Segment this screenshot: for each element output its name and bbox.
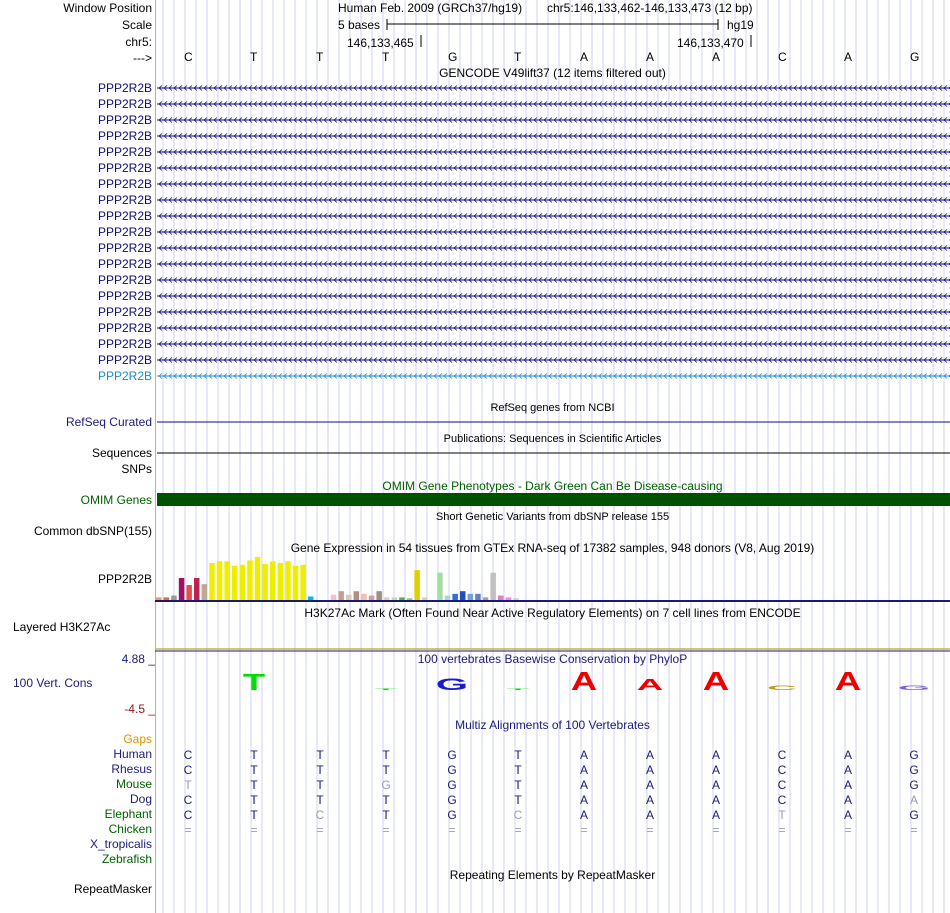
alignment-base: G [447,808,457,822]
alignment-base: A [909,793,919,807]
base-letter: A [844,50,853,64]
alignment-base: A [579,808,589,822]
gencode-gene-label[interactable]: PPP2R2B [97,305,152,319]
phylop-max-label: 4.88 _ [121,652,155,666]
publications-title[interactable]: Publications: Sequences in Scientific Articles [443,433,662,445]
alignment-base: G [447,778,457,792]
gencode-gene-label[interactable]: PPP2R2B [97,113,152,127]
gtex-tissue-bar[interactable] [475,594,481,600]
alignment-base: = [844,823,852,837]
gtex-tissue-bar[interactable] [331,595,337,600]
omim-title[interactable]: OMIM Gene Phenotypes - Dark Green Can Be Disease-causing [382,479,723,493]
gtex-tissue-bar[interactable] [293,566,299,600]
alignment-base: T [250,808,258,822]
gtex-tissue-bar[interactable] [209,563,215,600]
alignment-base: C [183,763,193,777]
common-dbsnp-label[interactable]: Common dbSNP(155) [33,524,152,538]
assembly-text: Human Feb. 2009 (GRCh37/hg19) [338,1,523,15]
gtex-tissue-bar[interactable] [506,597,512,600]
gtex-tissue-bar[interactable] [240,565,246,600]
phylop-base-glyph: A [570,666,598,696]
alignment-base: T [778,808,786,822]
alignment-base: T [382,808,390,822]
gtex-tissue-bar[interactable] [376,591,382,600]
phylop-min-label: -4.5 _ [124,702,155,716]
alignment-base: = [712,823,720,837]
gencode-gene-label[interactable]: PPP2R2B [97,289,152,303]
gtex-tissue-bar[interactable] [186,585,192,600]
alignment-base: T [316,793,324,807]
alignment-base: C [183,748,193,762]
alignment-base: = [316,823,324,837]
gtex-tissue-bar[interactable] [483,597,489,600]
gencode-title[interactable]: GENCODE V49lift37 (12 items filtered out) [439,66,666,80]
alignment-base: C [777,763,787,777]
gtex-tissue-bar[interactable] [392,597,398,600]
gencode-gene-label[interactable]: PPP2R2B [97,209,152,223]
alignment-base: T [382,748,390,762]
alignment-base: G [447,748,457,762]
alignment-base: T [316,748,324,762]
gtex-tissue-bar[interactable] [247,560,253,600]
alignment-base: T [514,778,522,792]
base-letter: A [580,50,589,64]
gtex-tissue-bar[interactable] [270,561,276,600]
alignment-base: T [514,763,522,777]
gtex-tissue-bar[interactable] [194,578,200,600]
position-tick-2: 146,133,470 [677,36,744,50]
position-text: chr5:146,133,462-146,133,473 (12 bp) [547,1,753,15]
gencode-gene-label[interactable]: PPP2R2B [97,225,152,239]
gencode-gene-label[interactable]: PPP2R2B [97,369,152,383]
gtex-tissue-bar[interactable] [490,573,496,600]
alignment-base: G [447,763,457,777]
species-label-elephant[interactable]: Elephant [104,807,152,821]
gtex-tissue-bar[interactable] [156,597,162,600]
alignment-base: C [777,778,787,792]
gtex-tissue-bar[interactable] [452,594,458,600]
alignment-base: T [250,778,258,792]
sequences-label[interactable]: Sequences [91,446,152,460]
gaps-label: Gaps [123,732,152,746]
species-label-x_tropicalis[interactable]: X_tropicalis [89,837,152,851]
layered-h3k27ac-label[interactable]: Layered H3K27Ac [13,620,111,634]
db-text: hg19 [727,18,754,32]
alignment-base: A [843,778,853,792]
alignment-base: G [381,778,391,792]
alignment-base: = [382,823,390,837]
gtex-tissue-bar[interactable] [361,594,367,600]
browser-image[interactable] [155,0,950,913]
omim-bar[interactable] [157,493,950,506]
species-label-rhesus[interactable]: Rhesus [111,762,152,776]
alignment-base: = [778,823,786,837]
phylop-base-glyph: T [506,688,530,691]
alignment-base: = [514,823,522,837]
gtex-tissue-bar[interactable] [407,598,413,600]
phylop-base-glyph: G [435,674,469,694]
alignment-base: G [909,778,919,792]
phylop-base-glyph: C [766,684,798,692]
gtex-tissue-bar[interactable] [308,596,314,600]
gtex-tissue-bar[interactable] [285,561,291,600]
alignment-base: A [843,808,853,822]
gencode-gene-label[interactable]: PPP2R2B [97,177,152,191]
gtex-tissue-bar[interactable] [354,591,360,600]
alignment-base: C [315,808,325,822]
base-letter: C [184,50,193,64]
alignment-base: C [777,793,787,807]
base-letter: C [778,50,787,64]
gtex-tissue-bar[interactable] [217,561,223,600]
gtex-tissue-bar[interactable] [179,578,185,600]
phylop-base-glyph: A [636,676,664,694]
base-letter: T [250,50,258,64]
gtex-tissue-bar[interactable] [278,563,284,600]
alignment-base: T [184,778,192,792]
species-label-mouse[interactable]: Mouse [115,777,152,791]
alignment-base: G [909,763,919,777]
alignment-base: A [711,778,721,792]
alignment-base: A [711,748,721,762]
alignment-base: = [580,823,588,837]
gencode-gene-label[interactable]: PPP2R2B [97,321,152,335]
alignment-base: T [382,763,390,777]
scale-text: 5 bases [338,18,381,32]
gtex-gene-label[interactable]: PPP2R2B [97,572,152,586]
gtex-tissue-bar[interactable] [224,561,230,600]
refseq-curated-label[interactable]: RefSeq Curated [65,415,152,429]
gencode-gene-label[interactable]: PPP2R2B [97,97,152,111]
phylop-base-glyph: T [374,688,398,691]
window-position-label: Window Position [63,1,152,15]
base-letter: G [448,50,458,64]
base-letter: T [316,50,324,64]
gtex-tissue-bar[interactable] [460,591,466,600]
gtex-tissue-bar[interactable] [422,597,428,600]
gencode-gene-label[interactable]: PPP2R2B [97,145,152,159]
alignment-base: A [579,778,589,792]
gtex-tissue-bar[interactable] [369,596,375,600]
chr-label: chr5: [125,35,152,49]
position-tick-1: 146,133,465 [347,36,414,50]
alignment-base: T [382,793,390,807]
gtex-bars [156,557,519,600]
phylop-base-glyph: A [702,666,730,696]
alignment-base: C [183,808,193,822]
gtex-tissue-bar[interactable] [164,597,170,600]
alignment-base: C [777,748,787,762]
phylop-base-glyph: A [834,666,862,696]
dbsnp-title[interactable]: Short Genetic Variants from dbSNP release 155 [435,511,670,523]
gencode-gene-label[interactable]: PPP2R2B [97,241,152,255]
h3k27ac-title[interactable]: H3K27Ac Mark (Often Found Near Active Regulatory Elements) on 7 cell lines from ENCODE [304,606,801,620]
alignment-base: T [250,748,258,762]
alignment-base: T [250,763,258,777]
gencode-gene-label[interactable]: PPP2R2B [97,337,152,351]
alignment-base: A [645,793,655,807]
alignment-base: A [711,763,721,777]
alignment-base: = [646,823,654,837]
gencode-gene-label[interactable]: PPP2R2B [97,193,152,207]
scale-label: Scale [121,18,152,32]
phylop-base-glyph: G [897,684,931,692]
alignment-base: A [711,808,721,822]
gencode-gene-label[interactable]: PPP2R2B [97,257,152,271]
alignment-base: = [910,823,918,837]
gencode-gene-label[interactable]: PPP2R2B [97,161,152,175]
alignment-base: A [579,763,589,777]
alignment-base: T [316,763,324,777]
multiz-alignment [184,748,919,837]
alignment-base: = [250,823,258,837]
alignment-base: T [514,793,522,807]
gtex-tissue-bar[interactable] [445,596,451,600]
alignment-base: A [843,793,853,807]
phylop-base-glyph: T [242,669,266,696]
base-letter: T [382,50,390,64]
gtex-tissue-bar[interactable] [338,591,344,600]
gencode-track [157,86,950,379]
alignment-base: = [448,823,456,837]
gtex-tissue-bar[interactable] [437,573,443,600]
repeatmasker-label[interactable]: RepeatMasker [73,882,152,896]
alignment-base: T [250,793,258,807]
gtex-tissue-bar[interactable] [255,557,260,600]
gencode-gene-label[interactable]: PPP2R2B [97,129,152,143]
phylop-track-label[interactable]: 100 Vert. Cons [13,676,93,690]
alignment-base: A [579,748,589,762]
gtex-tissue-bar[interactable] [346,595,352,600]
species-label-chicken[interactable]: Chicken [108,822,152,836]
alignment-base: G [447,793,457,807]
gtex-tissue-bar[interactable] [468,594,474,600]
alignment-base: G [909,808,919,822]
gtex-tissue-bar[interactable] [414,570,420,600]
phylop-title[interactable]: 100 vertebrates Basewise Conservation by PhyloP [417,652,688,666]
alignment-base: = [184,823,192,837]
base-letter: A [712,50,721,64]
gtex-tissue-bar[interactable] [171,596,177,600]
phylop-logo [243,666,930,696]
alignment-base: A [843,763,853,777]
gtex-tissue-bar[interactable] [232,566,238,600]
alignment-base: C [183,793,193,807]
alignment-base: A [711,793,721,807]
strand-label: ---> [133,51,152,65]
gtex-tissue-bar[interactable] [300,565,306,600]
gencode-gene-label[interactable]: PPP2R2B [97,273,152,287]
species-label-dog[interactable]: Dog [129,792,152,806]
alignment-base: T [316,778,324,792]
species-label-zebrafish[interactable]: Zebrafish [101,852,152,866]
alignment-base: A [645,763,655,777]
base-letter: G [910,50,920,64]
gtex-tissue-bar[interactable] [399,597,405,600]
refseq-title[interactable]: RefSeq genes from NCBI [490,402,615,414]
gencode-gene-label[interactable]: PPP2R2B [97,353,152,367]
alignment-base: G [909,748,919,762]
gtex-tissue-bar[interactable] [202,584,208,600]
alignment-base: A [645,748,655,762]
alignment-base: A [579,793,589,807]
omim-genes-label[interactable]: OMIM Genes [80,493,152,507]
species-label-human[interactable]: Human [113,747,152,761]
gtex-tissue-bar[interactable] [498,596,504,600]
alignment-base: A [645,808,655,822]
gtex-tissue-bar[interactable] [262,564,268,600]
repeatmasker-title[interactable]: Repeating Elements by RepeatMasker [449,868,656,882]
gtex-title[interactable]: Gene Expression in 54 tissues from GTEx RNA-seq of 17382 samples, 948 donors (V8, Aug 2019) [290,541,815,555]
base-letter: A [646,50,655,64]
alignment-base: A [645,778,655,792]
multiz-title[interactable]: Multiz Alignments of 100 Vertebrates [455,718,650,732]
gtex-tissue-bar[interactable] [384,597,390,600]
base-letter: T [514,50,522,64]
alignment-base: C [513,808,523,822]
alignment-base: A [843,748,853,762]
gencode-gene-label[interactable]: PPP2R2B [97,81,152,95]
snps-label[interactable]: SNPs [121,462,152,476]
alignment-base: T [514,748,522,762]
gtex-tissue-bar[interactable] [513,598,519,600]
